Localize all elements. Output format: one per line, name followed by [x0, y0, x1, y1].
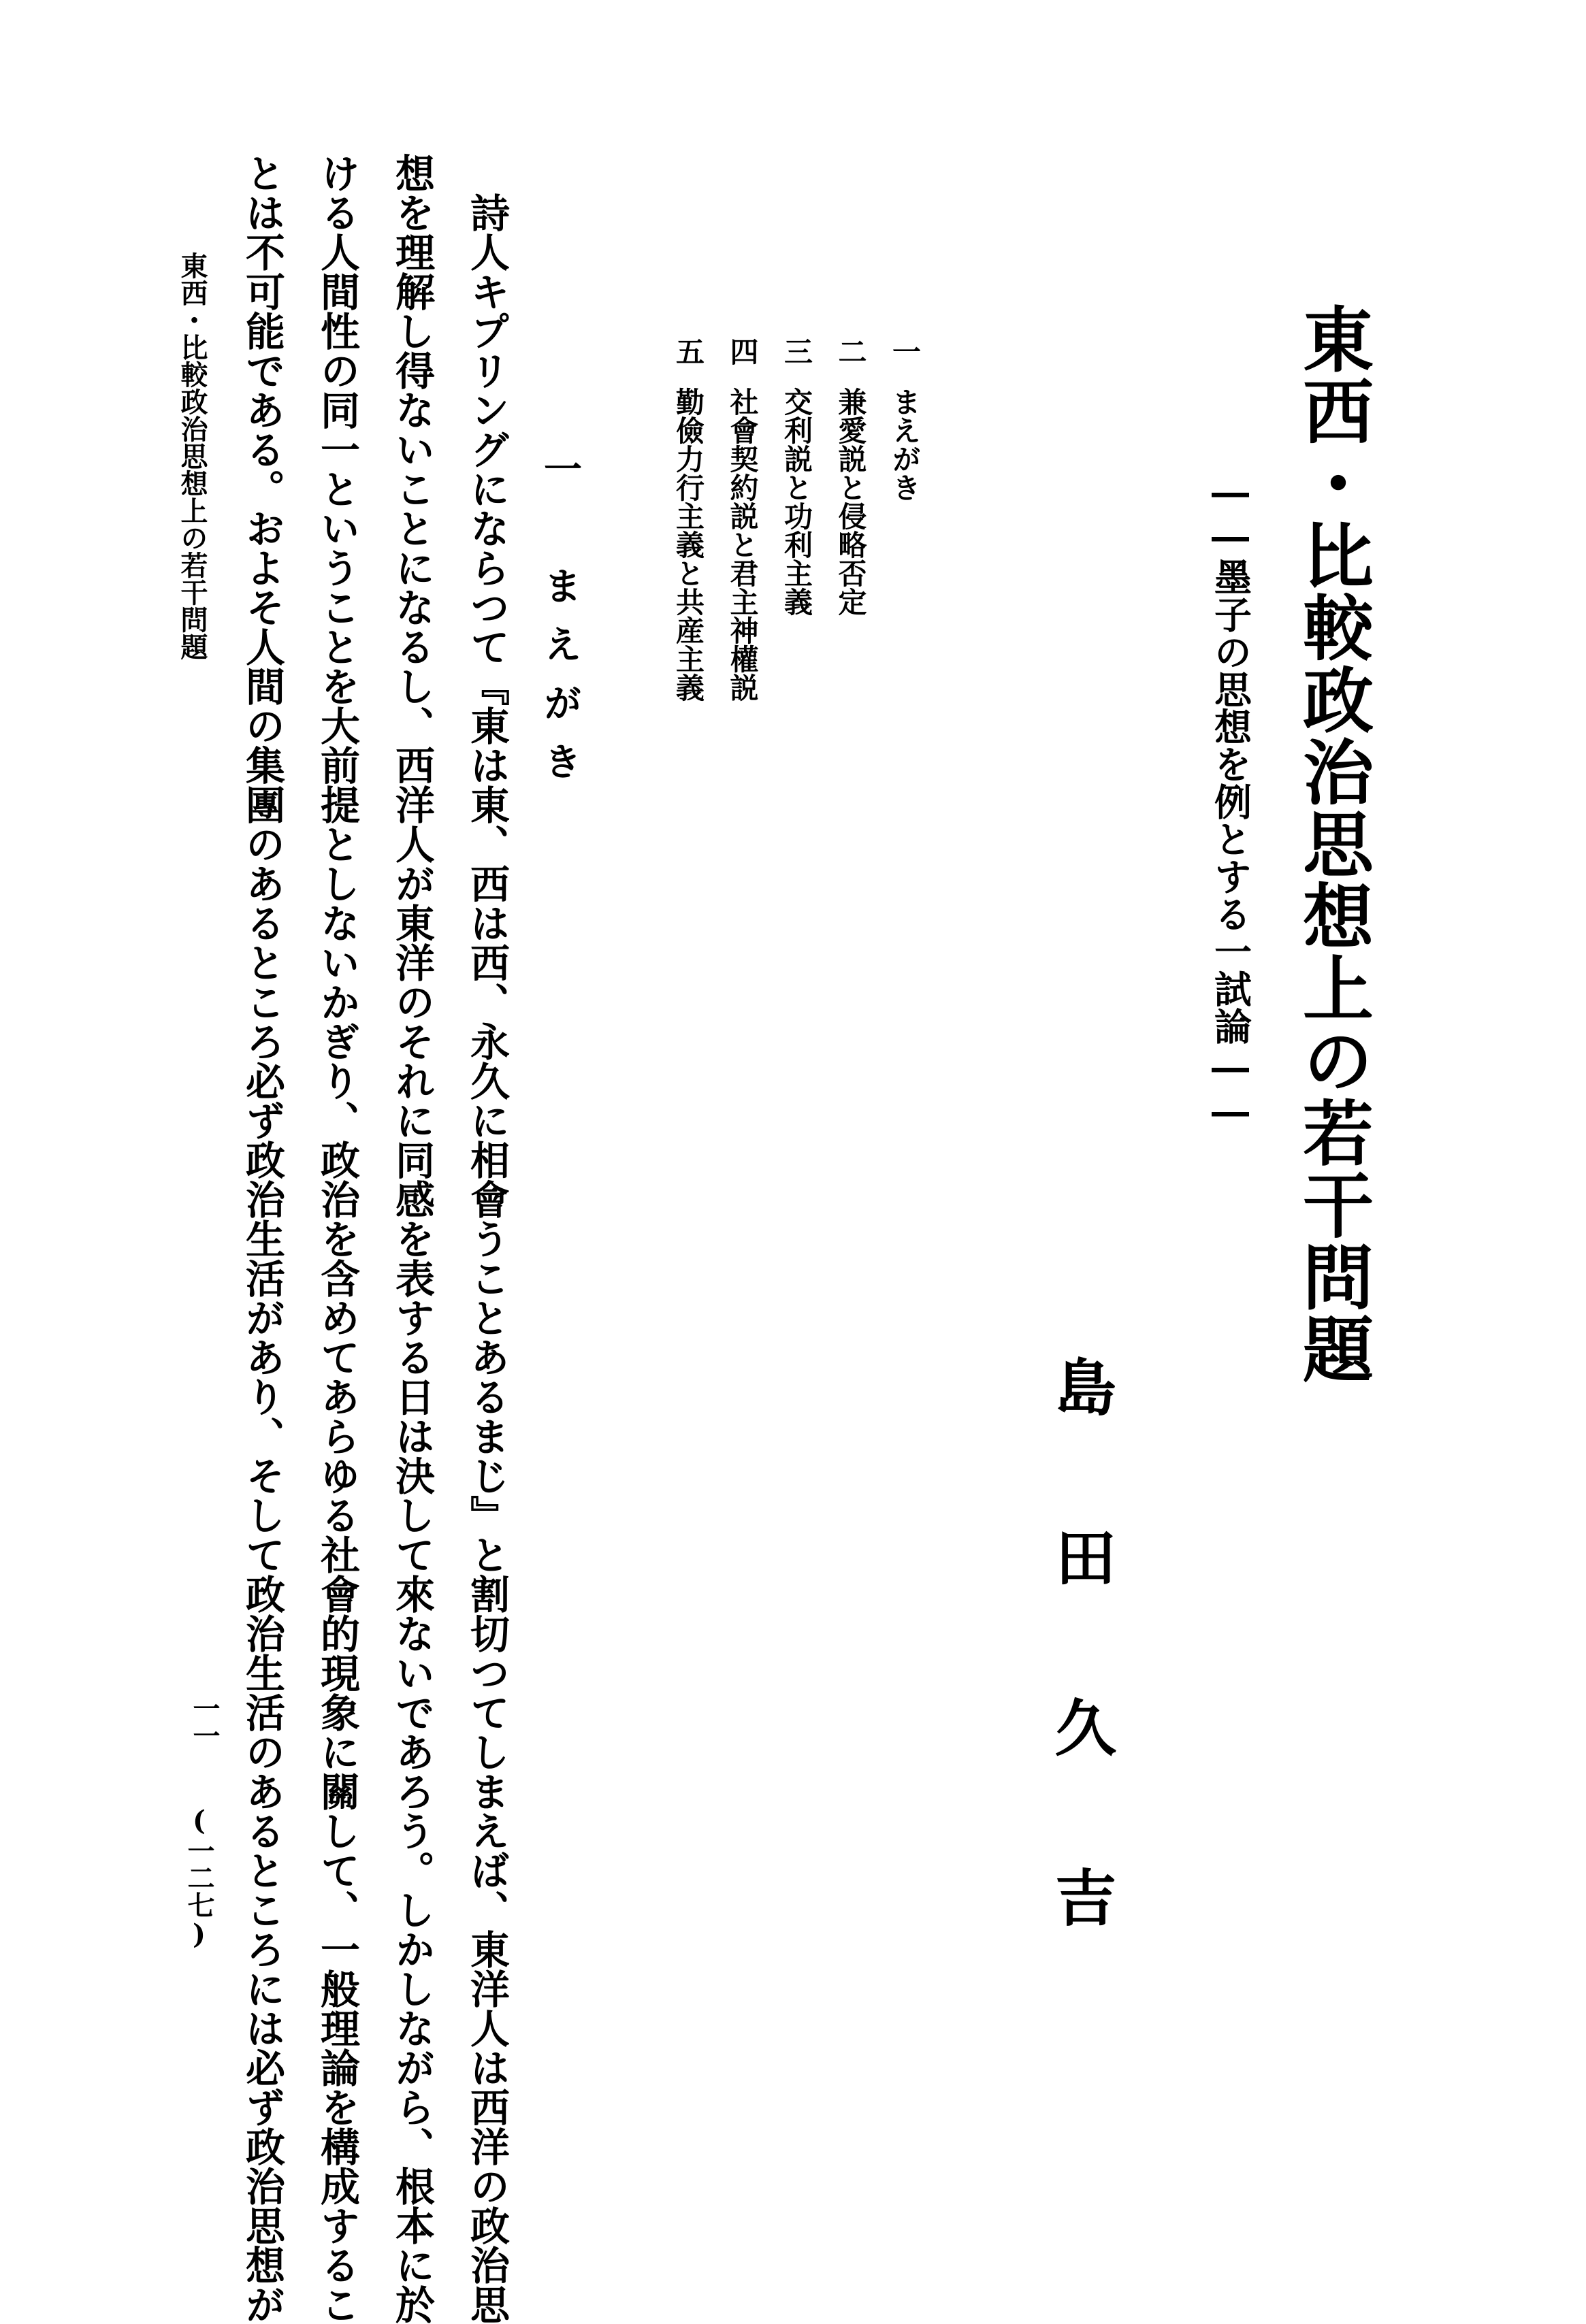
body-text-column: 想を理解し得ないことになるし、西洋人が東洋のそれに同感を表する日は決して來ないであろう。しかしながら、根本に於: [389, 153, 435, 2324]
page-number-continuous: (一二七): [183, 1805, 215, 1950]
section-heading: 一 まえがき: [538, 449, 583, 800]
author-name-char: 田: [1055, 1522, 1116, 1594]
toc-entry-text: まえがき: [888, 387, 922, 502]
toc-entry-number: 五: [672, 337, 705, 365]
body-text-column: ける人間性の同一ということを大前提としないかぎり、政治を含めてあらゆる社會的現象に關して、一般理論を構成するこ: [314, 153, 360, 2324]
running-head: 東西・比較政治思想上の若干問題: [176, 252, 208, 660]
body-text-column: とは不可能である。およそ人間の集團のあるところ必ず政治生活があり、そして政治生活のあるところには必ず政治思想が: [239, 153, 285, 2324]
author-name-char: 島: [1055, 1352, 1116, 1424]
toc-entry-number: 二: [834, 337, 868, 365]
author-name-char: 吉: [1055, 1863, 1116, 1935]
toc-entry-text: 兼愛説と侵略否定: [834, 387, 868, 616]
toc-entry-number: 四: [726, 337, 760, 365]
toc-entry: [672, 337, 705, 779]
toc-entry-text: 交利説と功利主義: [780, 387, 813, 616]
toc-entry: [726, 337, 760, 779]
toc-entry-text: 社會契約説と君主神權説: [726, 387, 760, 702]
toc-entry-number: 三: [780, 337, 813, 365]
toc-entry-number: 一: [888, 337, 922, 365]
page-number: 一一: [189, 1695, 221, 1749]
author-name-char: 久: [1055, 1692, 1116, 1765]
toc-entry: [888, 337, 922, 779]
article-subtitle: ――墨子の思想を例とする一試論――: [1208, 470, 1252, 1133]
toc-entry: [782, 337, 811, 779]
table-of-contents: [672, 337, 922, 779]
toc-entry: [834, 337, 868, 779]
article-title: 東西・比較政治思想上の若干問題: [1291, 303, 1374, 1385]
toc-entry-text: 勤儉力行主義と共産主義: [672, 387, 705, 702]
body-text-column: 詩人キプリングにならつて『東は東、西は西、永久に相會うことあるまじ』と割切つてしまえば、東洋人は西洋の政治思: [464, 153, 510, 2324]
